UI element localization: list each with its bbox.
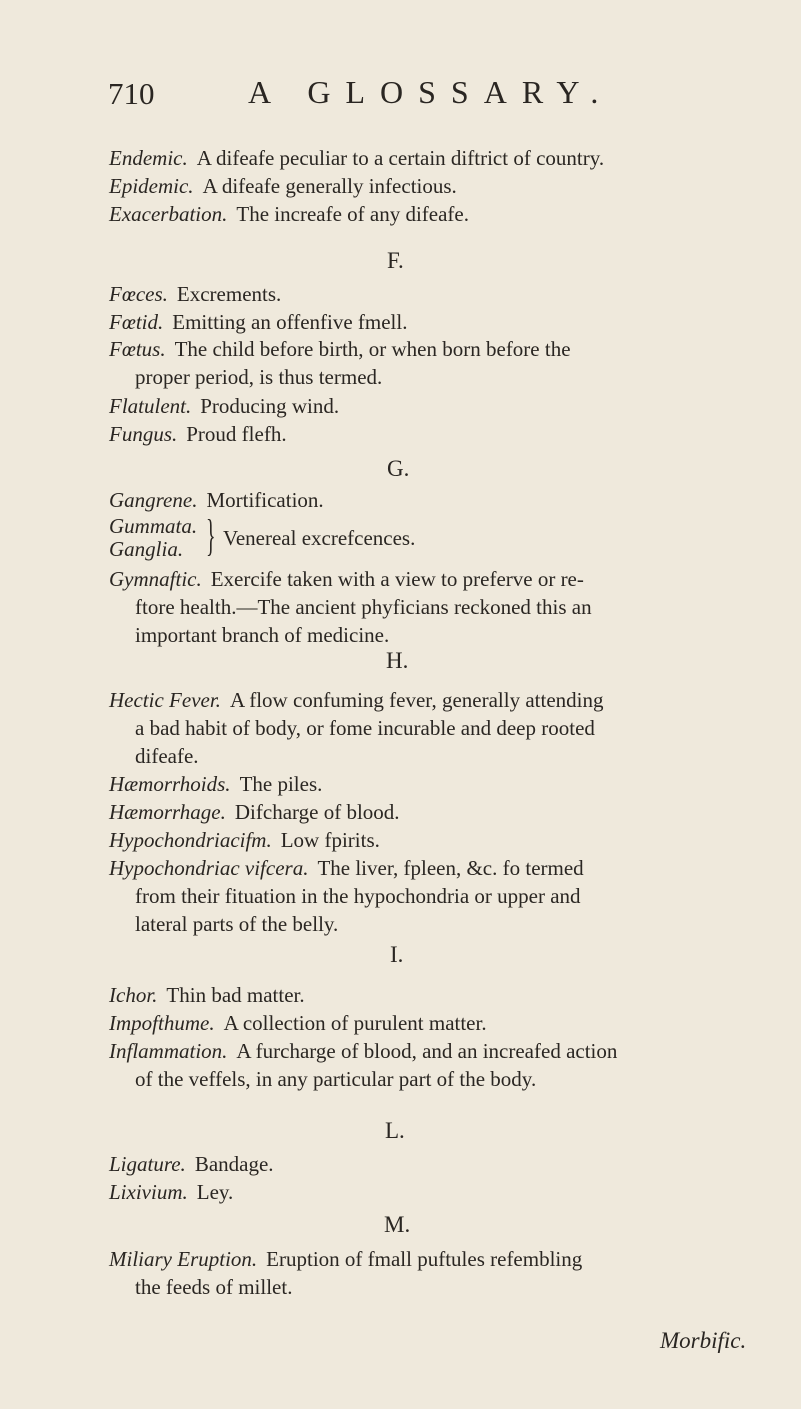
entry-definition-line: The child before birth, or when born before the xyxy=(174,337,571,361)
entry-hectic-fever xyxy=(109,686,779,770)
entry-term: Fœtid. xyxy=(109,310,164,334)
entry-term: Lixivium. xyxy=(109,1180,188,1204)
entry-definition-line: important branch of medicine. xyxy=(135,623,390,647)
entry-definition: A collection of purulent matter. xyxy=(223,1011,487,1035)
entry-definition: Emitting an offenfive fmell. xyxy=(172,310,408,334)
running-head-title: A GLOSSARY. xyxy=(248,74,614,110)
entry-term: Inflammation. xyxy=(109,1039,228,1063)
section-letter-m: M. xyxy=(384,1212,411,1237)
entry-term: Fœces. xyxy=(109,282,168,306)
entry-gangrene xyxy=(109,486,779,514)
page-number: 710 xyxy=(108,76,155,111)
entry-definition-line: the feeds of millet. xyxy=(135,1275,293,1299)
entry-epidemic xyxy=(109,172,779,200)
entry-definition-line: Exercife taken with a view to preferve or re- xyxy=(210,567,584,591)
entry-faeces xyxy=(109,280,779,308)
section-letter-g: G. xyxy=(387,456,410,481)
entry-term: Hæmorrhoids. xyxy=(109,772,231,796)
entry-term: Gymnaftic. xyxy=(109,567,202,591)
entry-definition: A difeafe generally infectious. xyxy=(202,174,457,198)
entry-definition-line: Eruption of fmall puftules refembling xyxy=(266,1247,583,1271)
entry-definition-line: A flow confuming fever, generally attending xyxy=(229,688,604,712)
entry-term: Impofthume. xyxy=(109,1011,215,1035)
entry-lixivium xyxy=(109,1178,779,1206)
entry-hypochondriac-viscera xyxy=(109,854,779,938)
entry-definition-line: lateral parts of the belly. xyxy=(135,912,339,936)
entry-exacerbation xyxy=(109,200,779,228)
entry-flatulent xyxy=(109,392,779,420)
page-header xyxy=(108,76,708,120)
entry-term: Hectic Fever. xyxy=(109,688,221,712)
entry-term-gummata: Gummata. xyxy=(109,514,198,538)
entry-term: Fungus. xyxy=(109,422,178,446)
entry-term: Gangrene. xyxy=(109,488,198,512)
brace-icon: } xyxy=(206,511,216,560)
entry-term: Epidemic. xyxy=(109,174,194,198)
catchword: Morbific. xyxy=(660,1328,747,1353)
entry-term: Hæmorrhage. xyxy=(109,800,226,824)
entry-term: Miliary Eruption. xyxy=(109,1247,258,1271)
entry-term: Fœtus. xyxy=(109,337,166,361)
section-letter-l: L. xyxy=(385,1118,405,1143)
entry-definition-line: of the veffels, in any particular part of the body. xyxy=(135,1067,537,1091)
entry-definition: Bandage. xyxy=(194,1152,274,1176)
entry-term: Flatulent. xyxy=(109,394,192,418)
entry-foetid xyxy=(109,308,779,336)
entry-term: Endemic. xyxy=(109,146,188,170)
entry-definition: Ley. xyxy=(196,1180,234,1204)
entry-definition: The increafe of any difeafe. xyxy=(236,202,469,226)
entry-haemorrhoids xyxy=(109,770,779,798)
entry-term: Hypochondriac vifcera. xyxy=(109,856,309,880)
entry-term: Ligature. xyxy=(109,1152,186,1176)
entry-imposthume xyxy=(109,1009,779,1037)
entry-term: Hypochondriacifm. xyxy=(109,828,272,852)
entry-definition-line: a bad habit of body, or fome incurable and deep rooted xyxy=(135,716,595,740)
entry-definition-line: from their fituation in the hypochondria or upper and xyxy=(135,884,581,908)
entry-definition: Difcharge of blood. xyxy=(234,800,400,824)
entry-definition: Venereal excrefcences. xyxy=(223,526,416,550)
entry-endemic xyxy=(109,144,779,172)
entry-ichor xyxy=(109,981,779,1009)
section-letter-f: F. xyxy=(387,248,404,273)
entry-definition: The piles. xyxy=(239,772,323,796)
section-letter-i: I. xyxy=(390,942,404,967)
entry-miliary-eruption xyxy=(109,1245,779,1301)
section-letter-h: H. xyxy=(386,648,409,673)
entry-definition-line: A furcharge of blood, and an increafed action xyxy=(236,1039,618,1063)
entry-inflammation xyxy=(109,1037,779,1093)
entry-definition: Proud flefh. xyxy=(186,422,287,446)
entry-ligature xyxy=(109,1150,779,1178)
entry-definition: Low fpirits. xyxy=(280,828,380,852)
entry-gummata-ganglia xyxy=(109,511,709,562)
entry-definition: Mortification. xyxy=(206,488,324,512)
entry-definition-line: ftore health.—The ancient phyficians reckoned this an xyxy=(135,595,592,619)
entry-definition: Excrements. xyxy=(176,282,282,306)
entry-gymnastic xyxy=(109,565,779,649)
entry-foetus xyxy=(109,335,779,391)
entry-haemorrhage xyxy=(109,798,779,826)
entry-term-ganglia: Ganglia. xyxy=(109,537,184,561)
entry-definition-line: proper period, is thus termed. xyxy=(135,365,383,389)
entry-fungus xyxy=(109,420,779,448)
entry-hypochondriacism xyxy=(109,826,779,854)
entry-definition: Producing wind. xyxy=(200,394,340,418)
entry-term: Ichor. xyxy=(109,983,158,1007)
entry-definition: Thin bad matter. xyxy=(166,983,305,1007)
entry-definition: A difeafe peculiar to a certain diftrict of country. xyxy=(196,146,605,170)
entry-definition-line: The liver, fpleen, &c. fo termed xyxy=(317,856,584,880)
entry-definition-line: difeafe. xyxy=(135,744,199,768)
entry-term: Exacerbation. xyxy=(109,202,228,226)
